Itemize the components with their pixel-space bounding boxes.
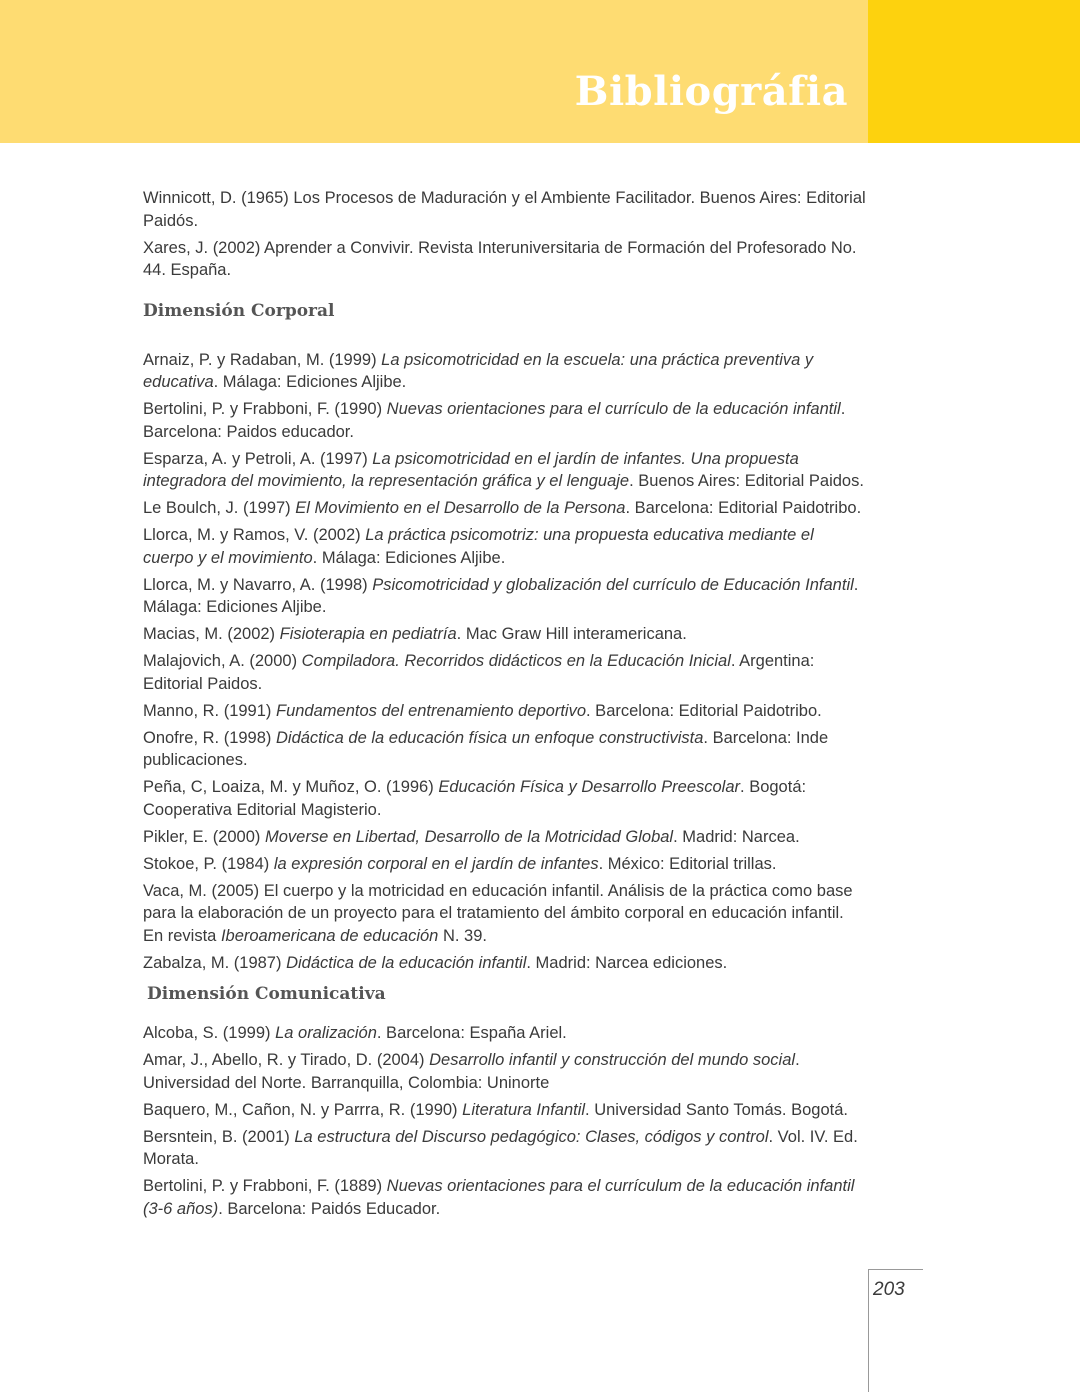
reference-text: Malajovich, A. (2000) xyxy=(143,652,302,670)
reference-title: Nuevas orientaciones para el currículo de la educación infantil xyxy=(386,400,841,418)
reference-text: Bersntein, B. (2001) xyxy=(143,1127,295,1146)
reference-entry xyxy=(143,952,868,975)
reference-text: . Málaga: Ediciones Aljibe. xyxy=(213,373,407,391)
reference-text: . Vol. IV. Ed. Morata. xyxy=(143,1127,858,1168)
reference-text: . Málaga: Ediciones Aljibe. xyxy=(143,575,859,616)
reference-text: Winnicott, D. (1965) Los Procesos de Maduración y el Ambiente Facilitador. Buenos Aires: Editorial Paidós. xyxy=(143,189,866,230)
bibliography-section xyxy=(143,983,868,1220)
reference-title: Literatura Infantil xyxy=(462,1100,586,1119)
reference-text: . Barcelona: España Ariel. xyxy=(376,1024,567,1042)
reference-text: Onofre, R. (1998) xyxy=(143,728,276,747)
reference-text: Zabalza, M. (1987) xyxy=(143,953,287,972)
reference-title: Fundamentos del entrenamiento deportivo xyxy=(275,701,587,720)
reference-entry xyxy=(143,1049,868,1094)
reference-title: Educación Física y Desarrollo Preescolar xyxy=(438,778,741,796)
reference-text: . Barcelona: Editorial Paidotribo. xyxy=(625,499,862,517)
header-accent-block xyxy=(868,0,1080,143)
bibliography-section xyxy=(143,300,868,975)
reference-title: El Movimiento en el Desarrollo de la Persona xyxy=(295,499,626,517)
reference-text: N. 39. xyxy=(438,926,487,945)
reference-entry xyxy=(143,448,868,493)
reference-entry xyxy=(143,574,868,619)
section-heading: Dimensión Corporal xyxy=(143,300,335,321)
reference-title: Desarrollo infantil y construcción del mundo social xyxy=(429,1051,796,1069)
reference-text: Llorca, M. y Ramos, V. (2002) xyxy=(143,526,366,544)
reference-title: Moverse en Libertad, Desarrollo de la Motricidad Global xyxy=(264,827,674,846)
reference-title: Iberoamericana de educación xyxy=(220,926,439,945)
reference-title: Compiladora. Recorridos didácticos en la Educación Inicial xyxy=(301,652,731,670)
reference-entry xyxy=(143,349,868,394)
reference-text: . Málaga: Ediciones Aljibe. xyxy=(312,548,506,567)
reference-entry xyxy=(143,524,868,569)
reference-entry xyxy=(143,398,868,443)
reference-entry xyxy=(143,727,868,772)
reference-text: . Buenos Aires: Editorial Paidos. xyxy=(629,472,864,490)
reference-entry xyxy=(143,497,868,520)
reference-text: . Madrid: Narcea. xyxy=(673,827,800,846)
footer-rule-vertical xyxy=(868,1269,869,1392)
reference-text: Baquero, M., Cañon, N. y Parrra, R. (1990) xyxy=(143,1100,463,1119)
intro-reference-list xyxy=(143,187,868,282)
reference-text: Amar, J., Abello, R. y Tirado, D. (2004) xyxy=(143,1051,430,1069)
reference-entry xyxy=(143,1175,868,1220)
reference-text: . Mac Graw Hill interamericana. xyxy=(456,625,687,643)
reference-text: Arnaiz, P. y Radaban, M. (1999) xyxy=(143,350,382,369)
reference-title: La psicomotricidad en el jardín de infantes. Una propuesta integradora del movimiento, la representación gráfica y el lenguaje xyxy=(143,449,799,490)
reference-text: . Barcelona: Inde publicaciones. xyxy=(143,728,829,769)
reference-text: . Barcelona: Editorial Paidotribo. xyxy=(586,701,822,720)
reference-title: La psicomotricidad en la escuela: una práctica preventiva y educativa xyxy=(143,350,814,391)
reference-text: Macias, M. (2002) xyxy=(143,625,280,643)
reference-title: La estructura del Discurso pedagógico: Clases, códigos y control xyxy=(294,1127,769,1146)
reference-entry xyxy=(143,700,868,723)
reference-text: . Madrid: Narcea ediciones. xyxy=(526,953,728,972)
reference-text: . Universidad Santo Tomás. Bogotá. xyxy=(585,1100,848,1119)
reference-entry xyxy=(143,1099,868,1122)
reference-title: Didáctica de la educación infantil xyxy=(286,953,527,972)
reference-entry xyxy=(143,826,868,849)
reference-entry xyxy=(143,623,868,646)
reference-title: Fisioterapia en pediatría xyxy=(279,625,457,643)
reference-text: Pikler, E. (2000) xyxy=(143,827,265,846)
reference-entry xyxy=(143,1126,868,1171)
reference-text: . Argentina: Editorial Paidos. xyxy=(143,652,815,693)
reference-entry xyxy=(143,187,868,232)
reference-text: Bertolini, P. y Frabboni, F. (1990) xyxy=(143,400,387,418)
reference-text: . México: Editorial trillas. xyxy=(598,854,777,873)
reference-entry xyxy=(143,853,868,876)
page-title: Bibliográfia xyxy=(574,68,848,115)
reference-text: Stokoe, P. (1984) xyxy=(143,854,274,873)
reference-entry xyxy=(143,880,868,948)
bibliography-content xyxy=(143,187,868,1225)
reference-text: Bertolini, P. y Frabboni, F. (1889) xyxy=(143,1177,387,1195)
reference-entry xyxy=(143,776,868,821)
reference-text: . Bogotá: Cooperativa Editorial Magisterio. xyxy=(143,778,807,819)
reference-text: Esparza, A. y Petroli, A. (1997) xyxy=(143,449,373,468)
reference-text: . Universidad del Norte. Barranquilla, Colombia: Uninorte xyxy=(143,1051,800,1092)
reference-text: Manno, R. (1991) xyxy=(143,701,276,720)
section-heading: Dimensión Comunicativa xyxy=(147,984,386,1004)
reference-entry xyxy=(143,1022,868,1045)
reference-entry xyxy=(143,650,868,695)
reference-title: Didáctica de la educación física un enfoque constructivista xyxy=(275,728,704,747)
reference-title: Nuevas orientaciones para el currículum de la educación infantil (3-6 años) xyxy=(143,1177,855,1218)
reference-title: La práctica psicomotriz: una propuesta educativa mediante el cuerpo y el movimiento xyxy=(143,526,814,567)
reference-text: Alcoba, S. (1999) xyxy=(143,1024,276,1042)
reference-title: La oralización xyxy=(275,1024,377,1042)
reference-text: Xares, J. (2002) Aprender a Convivir. Revista Interuniversitaria de Formación del Profesorado No. 44. España. xyxy=(143,238,857,279)
reference-entry xyxy=(143,237,868,282)
reference-title: la expresión corporal en el jardín de infantes xyxy=(273,854,599,873)
reference-text: . Barcelona: Paidos educador. xyxy=(143,400,846,441)
reference-text: Llorca, M. y Navarro, A. (1998) xyxy=(143,575,373,594)
reference-text: Vaca, M. (2005) El cuerpo y la motricidad en educación infantil. Análisis de la práctica como base para la elaboración de un proyecto para el tratamiento del ámbito corporal en educación infantil. En revista xyxy=(143,881,853,945)
reference-text: Peña, C, Loaiza, M. y Muñoz, O. (1996) xyxy=(143,778,439,796)
footer-rule-horizontal xyxy=(868,1269,923,1270)
reference-text: . Barcelona: Paidós Educador. xyxy=(218,1199,441,1218)
reference-title: Psicomotricidad y globalización del currículo de Educación Infantil xyxy=(372,575,854,594)
bibliography-sections xyxy=(143,300,868,1221)
reference-text: Le Boulch, J. (1997) xyxy=(143,499,296,517)
page-number: 203 xyxy=(873,1279,905,1300)
